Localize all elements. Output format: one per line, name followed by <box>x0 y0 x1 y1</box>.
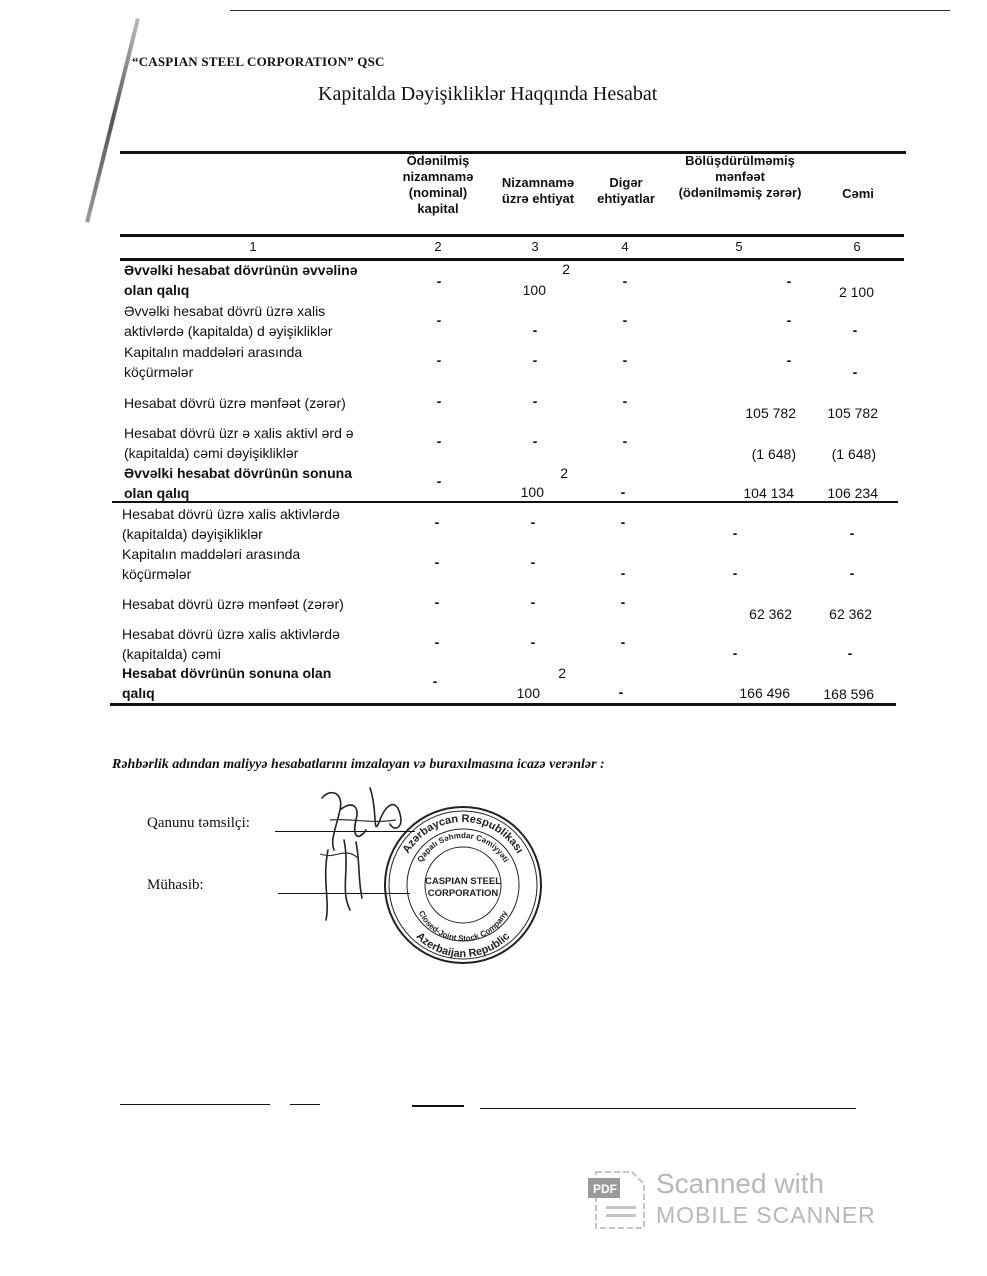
row-label: Hesabat dövrünün sonuna olan qalıq <box>122 665 332 701</box>
accountant-label: Mühasib: <box>147 877 204 893</box>
cell-total: 106 234 <box>827 485 878 501</box>
scan-rule-bottom-1 <box>120 1104 270 1105</box>
cell-paid-capital: - <box>432 673 438 689</box>
cell-statutory-reserve: - <box>530 554 536 570</box>
cell-statutory-reserve: 100 <box>520 484 544 500</box>
cell-total: - <box>852 322 858 338</box>
cell-statutory-reserve-top: 2 <box>560 465 568 481</box>
cell-paid-capital: - <box>436 312 442 328</box>
cell-retained-earnings: - <box>732 525 738 541</box>
cell-other-reserves: - <box>622 352 628 368</box>
cell-total: 2 100 <box>838 284 874 300</box>
cell-retained-earnings: 105 782 <box>745 405 796 421</box>
cell-other-reserves: - <box>622 312 628 328</box>
cell-paid-capital: - <box>434 514 440 530</box>
cell-statutory-reserve: - <box>532 322 538 338</box>
cell-other-reserves: - <box>620 565 626 581</box>
row-label: Kapitalın maddələri arasında köçürmələr <box>124 344 303 380</box>
row-label: Hesabat dövrü üzr ə xalis aktivl ərd ə (kapitalda) cəmi dəyişikliklər <box>124 425 354 461</box>
watermark-badge: PDF <box>593 1182 617 1196</box>
row-label: Hesabat dövrü üzrə xalis aktivlərdə (kapitalda) dəyişikliklər <box>122 506 340 542</box>
cell-other-reserves: - <box>622 393 628 409</box>
row-label: Əvvəlki hesabat dövrü üzrə xalis aktivlərdə (kapitalda) d əyişikliklər <box>124 303 333 339</box>
cell-paid-capital: - <box>436 473 442 489</box>
header-other-reserves: Digər ehtiyatlar <box>597 175 655 206</box>
cell-statutory-reserve: 100 <box>522 282 546 298</box>
header-retained-earnings: Bölüşdürülməmiş mənfəət (ödənilməmiş zərər) <box>678 153 802 200</box>
cell-statutory-reserve: 100 <box>516 685 540 701</box>
cell-statutory-reserve: - <box>530 514 536 530</box>
cell-paid-capital: - <box>434 554 440 570</box>
cell-retained-earnings: - <box>732 565 738 581</box>
row-label: Hesabat dövrü üzrə mənfəət (zərər) <box>122 596 344 612</box>
stamp-ring-bottom: Closed-Joint Stock Company <box>416 909 510 944</box>
column-number-1: 1 <box>249 239 257 254</box>
row-label: Əvvəlki hesabat dövrünün sonuna olan qalıq <box>124 465 352 501</box>
cell-paid-capital: - <box>434 594 440 610</box>
cell-retained-earnings: - <box>732 645 738 661</box>
cell-statutory-reserve: - <box>530 594 536 610</box>
scan-rule-bottom-3 <box>412 1105 464 1107</box>
cell-paid-capital: - <box>436 352 442 368</box>
scan-edge-line-top <box>230 10 950 11</box>
cell-statutory-reserve: - <box>532 352 538 368</box>
stamp-center-line1: CASPIAN STEEL <box>424 876 502 887</box>
cell-other-reserves: - <box>622 273 628 289</box>
cell-other-reserves: - <box>622 433 628 449</box>
scan-rule-bottom-2 <box>290 1104 320 1105</box>
cell-statutory-reserve: - <box>530 634 536 650</box>
cell-retained-earnings: - <box>786 273 792 289</box>
cell-paid-capital: - <box>436 393 442 409</box>
cell-statutory-reserve: - <box>532 393 538 409</box>
column-number-4: 4 <box>621 239 629 254</box>
row-label: Hesabat dövrü üzrə xalis aktivlərdə (kapitalda) cəmi <box>122 626 340 662</box>
cell-other-reserves: - <box>618 684 624 700</box>
cell-total: - <box>852 364 858 380</box>
scan-edge-mark-left <box>85 18 140 223</box>
column-number-6: 6 <box>853 239 861 254</box>
signatures-heading: Rəhbərlik adından maliyyə hesabatlarını imzalayan və buraxılmasına icazə verənlər : <box>112 757 605 772</box>
header-total: Cəmi <box>842 186 874 201</box>
table-bottom-rule <box>110 703 896 706</box>
company-name: “CASPIAN STEEL CORPORATION” QSC <box>132 54 385 69</box>
watermark-line2: MOBILE SCANNER <box>656 1202 876 1228</box>
cell-retained-earnings: - <box>786 352 792 368</box>
cell-other-reserves: - <box>620 484 626 500</box>
header-statutory-reserve: Nizamnamə üzrə ehtiyat <box>501 175 575 206</box>
cell-retained-earnings: (1 648) <box>751 446 796 462</box>
column-number-2: 2 <box>434 239 442 254</box>
table-header-rule <box>120 234 904 237</box>
cell-retained-earnings: 104 134 <box>743 485 794 501</box>
column-number-5: 5 <box>735 239 743 254</box>
scan-rule-bottom-4 <box>480 1108 856 1109</box>
cell-total: 62 362 <box>829 606 872 622</box>
cell-other-reserves: - <box>620 634 626 650</box>
column-number-3: 3 <box>531 239 539 254</box>
cell-statutory-reserve: - <box>532 433 538 449</box>
row-label: Kapitalın maddələri arasında köçürmələr <box>122 546 301 582</box>
cell-paid-capital: - <box>436 273 442 289</box>
cell-other-reserves: - <box>620 594 626 610</box>
cell-total: - <box>849 565 855 581</box>
watermark-line1: Scanned with <box>656 1168 825 1199</box>
stamp-ring-inner: Qapalı Səhmdar Cəmiyyəti <box>415 830 511 864</box>
cell-other-reserves: - <box>620 514 626 530</box>
header-paid-capital: Ödənilmiş nizamnamə (nominal) kapital <box>402 153 474 216</box>
cell-total: - <box>849 525 855 541</box>
page-title: Kapitalda Dəyişikliklər Haqqında Hesabat <box>318 83 658 105</box>
cell-paid-capital: - <box>434 634 440 650</box>
cell-retained-earnings: - <box>786 312 792 328</box>
stamp-center-line2: CORPORATION <box>427 888 499 899</box>
company-stamp <box>378 800 548 970</box>
stamp-ring-top: Azərbaycan Respublikası <box>400 812 526 856</box>
cell-total: 105 782 <box>827 405 878 421</box>
cell-retained-earnings: 166 496 <box>739 685 790 701</box>
stamp-ring-outer-bottom: Azerbaijan Republic <box>413 930 513 961</box>
cell-retained-earnings: 62 362 <box>749 606 792 622</box>
scanner-watermark <box>588 1168 888 1232</box>
cell-total: - <box>847 645 853 661</box>
row-label: Hesabat dövrü üzrə mənfəət (zərər) <box>124 395 346 411</box>
pdf-document-icon <box>588 1168 650 1232</box>
cell-total: 168 596 <box>823 686 874 702</box>
cell-statutory-reserve-top: 2 <box>558 665 566 681</box>
cell-statutory-reserve-top: 2 <box>562 261 570 277</box>
cell-total: (1 648) <box>831 446 876 462</box>
legal-representative-label: Qanunu təmsilçi: <box>147 815 250 831</box>
cell-paid-capital: - <box>436 433 442 449</box>
row-label: Əvvəlki hesabat dövrünün əvvəlinə olan qalıq <box>124 262 358 298</box>
